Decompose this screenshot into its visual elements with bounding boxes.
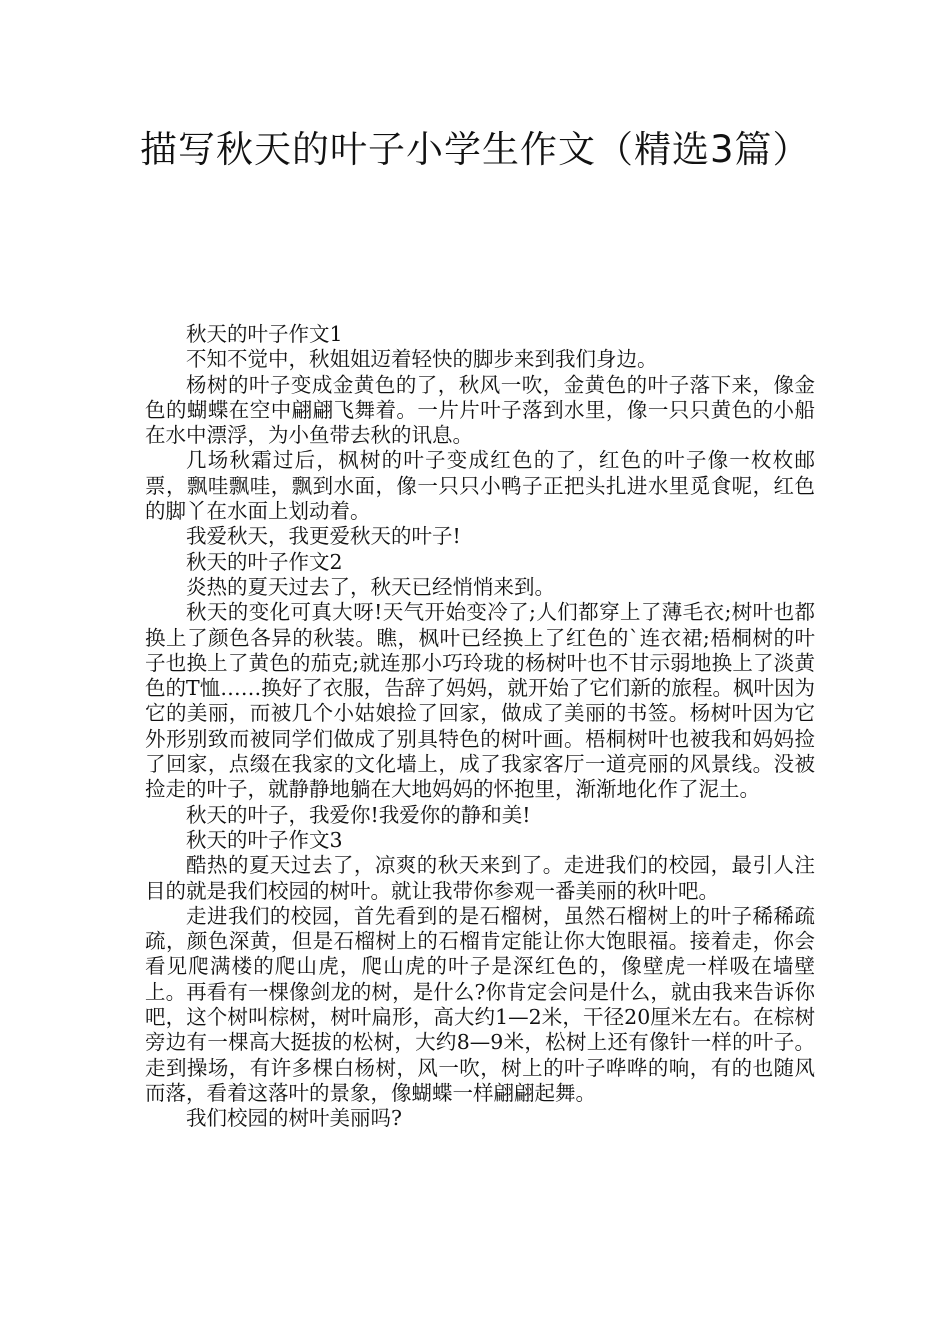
paragraph: 秋天的变化可真大呀!天气开始变冷了;人们都穿上了薄毛衣;树叶也都换上了颜色各异的秋装。瞧，枫叶已经换上了红色的`连衣裙;梧桐树的叶子也换上了黄色的茄克;就连那小巧玲珑的杨树叶也不甘示弱地换上了淡黄色的T恤……换好了衣服，告辞了妈妈，就开始了它们新的旅程。枫叶因为它的美丽，而被几个小姑娘捡了回家，做成了美丽的书签。杨树叶因为它外形别致而被同学们做成了别具特色的树叶画。梧桐树叶也被我和妈妈捡了回家，点缀在我家的文化墙上，成了我家客厅一道亮丽的风景线。没被捡走的叶子，就静静地躺在大地妈妈的怀抱里，渐渐地化作了泥土。 (145, 600, 815, 802)
paragraph: 走进我们的校园，首先看到的是石榴树，虽然石榴树上的叶子稀稀疏疏，颜色深黄，但是石榴树上的石榴肯定能让你大饱眼福。接着走，你会看见爬满楼的爬山虎，爬山虎的叶子是深红色的，像壁虎一样吸在墙壁上。再看有一棵像剑龙的树，是什么?你肯定会问是什么，就由我来告诉你吧，这个树叫棕树，树叶扁形，高大约1—2米，干径20厘米左右。在棕树旁边有一棵高大挺拔的松树，大约8—9米，松树上还有像针一样的叶子。走到操场，有许多棵白杨树，风一吹，树上的叶子哗哗的响，有的也随风而落，看着这落叶的景象，像蝴蝶一样翩翩起舞。 (145, 903, 815, 1105)
paragraph: 我们校园的树叶美丽吗? (186, 1106, 402, 1131)
paragraph: 酷热的夏天过去了，凉爽的秋天来到了。走进我们的校园，最引人注目的就是我们校园的树叶。就让我带你参观一番美丽的秋叶吧。 (145, 853, 815, 903)
paragraph: 我爱秋天，我更爱秋天的叶子! (186, 524, 461, 549)
paragraph: 秋天的叶子，我爱你!我爱你的静和美! (186, 802, 531, 827)
section-heading-1: 秋天的叶子作文1 (186, 322, 343, 346)
paragraph: 杨树的叶子变成金黄色的了，秋风一吹，金黄色的叶子落下来，像金色的蝴蝶在空中翩翩飞舞着。一片片叶子落到水里，像一只只黄色的小船在水中漂浮，为小鱼带去秋的讯息。 (145, 372, 815, 448)
section-heading-3: 秋天的叶子作文3 (186, 827, 343, 852)
section-heading-2: 秋天的叶子作文2 (186, 549, 343, 574)
paragraph: 不知不觉中，秋姐姐迈着轻快的脚步来到我们身边。 (186, 347, 658, 372)
document-title: 描写秋天的叶子小学生作文（精选3篇） (140, 128, 811, 171)
paragraph: 炎热的夏天过去了，秋天已经悄悄来到。 (186, 574, 555, 599)
paragraph: 几场秋霜过后，枫树的叶子变成红色的了，红色的叶子像一枚枚邮票，飘哇飘哇，飘到水面，像一只只小鸭子正把头扎进水里觅食呢，红色的脚丫在水面上划动着。 (145, 448, 815, 524)
document-body (145, 322, 815, 1132)
